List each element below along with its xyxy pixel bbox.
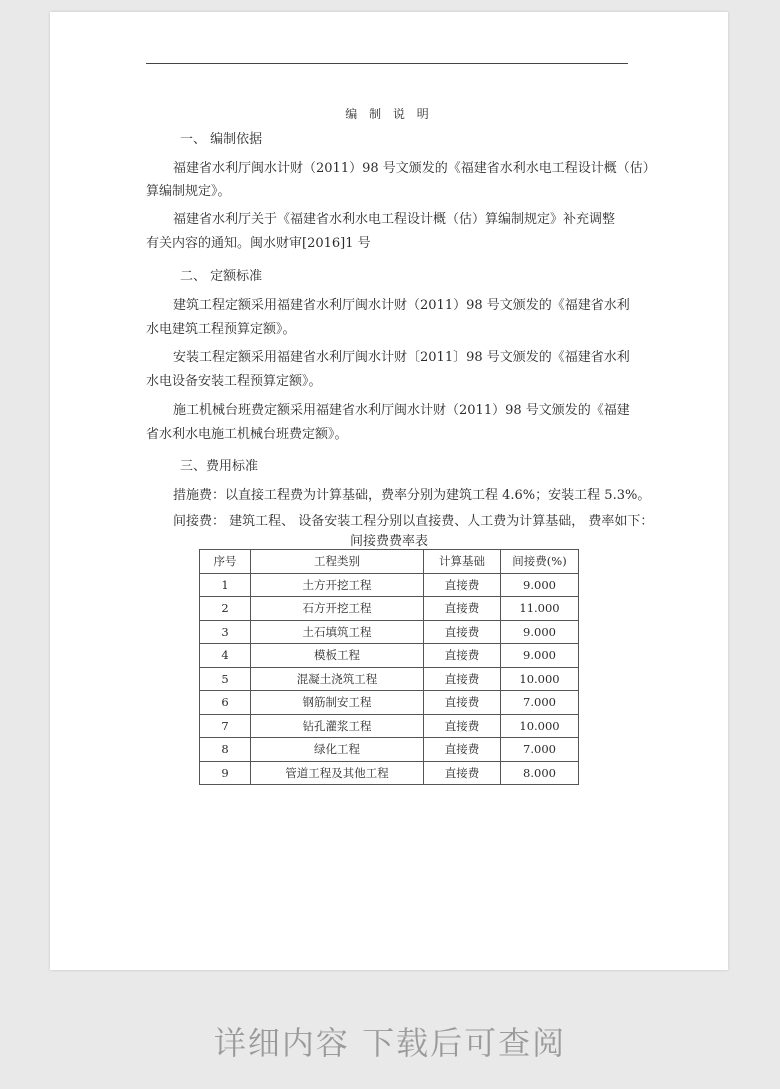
table-cell: 11.000 <box>501 597 579 621</box>
paragraph-line: 建筑工程定额采用福建省水利厅闽水计财（2011）98 号文颁发的《福建省水利 <box>173 298 630 313</box>
section-heading: 三、费用标准 <box>180 459 259 474</box>
paragraph-line: 措施费：以直接工程费为计算基础，费率分别为建筑工程 4.6%；安装工程 5.3%。 <box>173 488 651 503</box>
table-row <box>200 714 579 738</box>
paragraph-line: 间接费： 建筑工程、 设备安装工程分别以直接费、人工费为计算基础， 费率如下： <box>173 514 654 529</box>
table-row <box>200 691 579 715</box>
table-row <box>200 667 579 691</box>
table-row <box>200 573 579 597</box>
table-cell: 8 <box>200 738 251 762</box>
table-cell: 直接费 <box>424 761 501 785</box>
paragraph-line: 福建省水利厅闽水计财（2011）98 号文颁发的《福建省水利水电工程设计概（估） <box>173 161 656 176</box>
paragraph-line: 水电设备安装工程预算定额》。 <box>146 374 322 389</box>
table-cell: 4 <box>200 644 251 668</box>
document-title: 编 制 说 明 <box>345 107 433 121</box>
paragraph-line: 水电建筑工程预算定额》。 <box>146 322 296 337</box>
table-caption: 间接费费率表 <box>349 534 428 549</box>
table-cell: 3 <box>200 620 251 644</box>
table-cell: 5 <box>200 667 251 691</box>
table-cell: 7.000 <box>501 691 579 715</box>
table-cell: 9.000 <box>501 644 579 668</box>
paragraph-line: 施工机械台班费定额采用福建省水利厅闽水计财（2011）98 号文颁发的《福建 <box>173 403 630 418</box>
indirect-fee-table <box>199 549 579 785</box>
table-cell: 模板工程 <box>251 644 424 668</box>
table-row <box>200 738 579 762</box>
table-cell: 7.000 <box>501 738 579 762</box>
table-cell: 石方开挖工程 <box>251 597 424 621</box>
table-cell: 直接费 <box>424 738 501 762</box>
table-cell: 6 <box>200 691 251 715</box>
table-row <box>200 644 579 668</box>
table-cell: 7 <box>200 714 251 738</box>
table-header-cell: 计算基础 <box>424 550 501 574</box>
table-cell: 9.000 <box>501 620 579 644</box>
table-cell: 10.000 <box>501 667 579 691</box>
table-cell: 10.000 <box>501 714 579 738</box>
table-cell: 直接费 <box>424 691 501 715</box>
table-cell: 2 <box>200 597 251 621</box>
table-cell: 管道工程及其他工程 <box>251 761 424 785</box>
table-cell: 直接费 <box>424 714 501 738</box>
table-cell: 直接费 <box>424 597 501 621</box>
section-heading: 二、 定额标准 <box>180 269 263 284</box>
header-rule <box>146 63 628 64</box>
paragraph-line: 算编制规定》。 <box>146 184 231 199</box>
paragraph-line: 福建省水利厅关于《福建省水利水电工程设计概（估）算编制规定》补充调整 <box>173 212 616 227</box>
table-cell: 9.000 <box>501 573 579 597</box>
paragraph-line: 省水利水电施工机械台班费定额》。 <box>146 427 348 442</box>
table-row <box>200 597 579 621</box>
table-cell: 土方开挖工程 <box>251 573 424 597</box>
download-hint: 详细内容 下载后可查阅 <box>213 1024 567 1062</box>
table-cell: 钻孔灌浆工程 <box>251 714 424 738</box>
table-cell: 土石填筑工程 <box>251 620 424 644</box>
table-cell: 直接费 <box>424 573 501 597</box>
table-cell: 8.000 <box>501 761 579 785</box>
document-page <box>50 12 728 970</box>
table-header-cell: 间接费(%) <box>501 550 579 574</box>
table-cell: 1 <box>200 573 251 597</box>
table-cell: 直接费 <box>424 620 501 644</box>
table-cell: 直接费 <box>424 667 501 691</box>
paragraph-line: 安装工程定额采用福建省水利厅闽水计财〔2011〕98 号文颁发的《福建省水利 <box>173 350 630 365</box>
table-header-cell: 序号 <box>200 550 251 574</box>
table-header-row <box>200 550 579 574</box>
section-heading: 一、 编制依据 <box>180 132 263 147</box>
table-cell: 绿化工程 <box>251 738 424 762</box>
table-cell: 混凝土浇筑工程 <box>251 667 424 691</box>
table-cell: 9 <box>200 761 251 785</box>
table-header-cell: 工程类别 <box>251 550 424 574</box>
table-cell: 直接费 <box>424 644 501 668</box>
paragraph-line: 有关内容的通知。闽水财审[2016]1 号 <box>146 236 371 251</box>
table-cell: 钢筋制安工程 <box>251 691 424 715</box>
table-row <box>200 761 579 785</box>
table-row <box>200 620 579 644</box>
